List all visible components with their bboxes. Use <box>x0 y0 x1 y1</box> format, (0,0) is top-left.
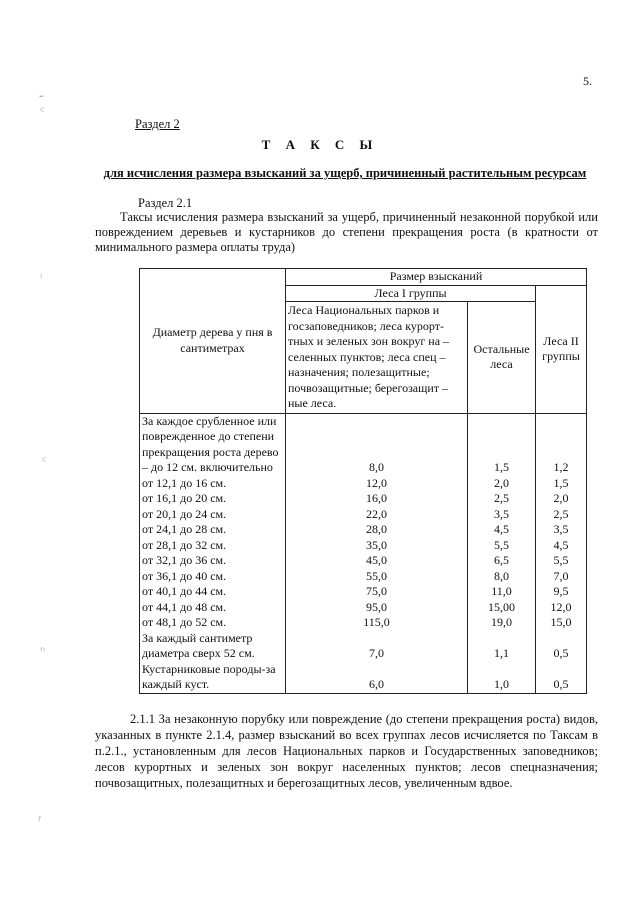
row-label: от 48,1 до 52 см. <box>140 615 286 631</box>
row-label: от 28,1 до 32 см. <box>140 538 286 554</box>
table-row <box>140 476 587 492</box>
national-parks-value: 8,0 <box>286 413 468 476</box>
margin-mark: ᶜ <box>42 455 47 470</box>
row-label: от 40,1 до 44 см. <box>140 584 286 600</box>
section-label: Раздел 2 <box>135 117 180 131</box>
table-row <box>140 553 587 569</box>
table-row <box>140 631 587 662</box>
other-forests-value: 1,0 <box>468 662 536 694</box>
group-2-value: 0,5 <box>536 631 587 662</box>
national-parks-value: 55,0 <box>286 569 468 585</box>
table-row <box>140 662 587 694</box>
group-2-value: 2,5 <box>536 507 587 523</box>
national-parks-value: 115,0 <box>286 615 468 631</box>
other-forests-value: 8,0 <box>468 569 536 585</box>
subsection-label: Раздел 2.1 <box>138 196 193 210</box>
row-label: от 20,1 до 24 см. <box>140 507 286 523</box>
header-penalty-size: Размер взысканий <box>286 269 587 286</box>
row-label: от 12,1 до 16 см. <box>140 476 286 492</box>
table-row <box>140 413 587 476</box>
row-label: Кустарниковые породы-за каждый куст. <box>140 662 286 694</box>
other-forests-value: 2,0 <box>468 476 536 492</box>
row-label: от 24,1 до 28 см. <box>140 522 286 538</box>
row-label: от 36,1 до 40 см. <box>140 569 286 585</box>
other-forests-value: 3,5 <box>468 507 536 523</box>
table-row <box>140 584 587 600</box>
margin-mark: ᶠ <box>38 815 42 830</box>
row-label: от 32,1 до 36 см. <box>140 553 286 569</box>
table-row <box>140 600 587 616</box>
header-group-1: Леса I группы <box>286 285 536 302</box>
national-parks-value: 95,0 <box>286 600 468 616</box>
other-forests-value: 5,5 <box>468 538 536 554</box>
header-national-parks: Леса Национальных парков и госзаповедников; леса курорт-тных и зеленых зон вокруг на – селенных пунктов; леса спец – назначения; полезащитные; почвозащитные; берегозащит – ные леса. <box>286 302 468 414</box>
header-group-2: Леса II группы <box>536 285 587 413</box>
table-body <box>140 413 587 693</box>
margin-mark: ⁱ <box>40 272 43 287</box>
other-forests-value: 1,1 <box>468 631 536 662</box>
table-row <box>140 522 587 538</box>
national-parks-value: 7,0 <box>286 631 468 662</box>
national-parks-value: 16,0 <box>286 491 468 507</box>
group-2-value: 0,5 <box>536 662 587 694</box>
row-label: от 16,1 до 20 см. <box>140 491 286 507</box>
national-parks-value: 6,0 <box>286 662 468 694</box>
other-forests-value: 11,0 <box>468 584 536 600</box>
intro-paragraph: Таксы исчисления размера взысканий за ущерб, причиненный незаконной порубкой или повреждением деревьев и кустарников до степени прекращения роста (в кратности от минимального размера оплаты труда) <box>95 210 598 254</box>
national-parks-value: 35,0 <box>286 538 468 554</box>
group-2-value: 1,5 <box>536 476 587 492</box>
row-label: За каждое срубленное или поврежденное до степени прекращения роста дерево – до 12 см. включительно <box>140 413 286 476</box>
row-label: За каждый сантиметр диаметра сверх 52 см. <box>140 631 286 662</box>
national-parks-value: 22,0 <box>286 507 468 523</box>
group-2-value: 5,5 <box>536 553 587 569</box>
group-2-value: 1,2 <box>536 413 587 476</box>
margin-mark: ⁃ <box>38 90 45 105</box>
header-diameter: Диаметр дерева у пня в сантиметрах <box>140 269 286 414</box>
other-forests-value: 4,5 <box>468 522 536 538</box>
group-2-value: 3,5 <box>536 522 587 538</box>
document-subtitle: для исчисления размера взысканий за ущерб, причиненный растительным ресурсам <box>103 166 587 180</box>
page-number: 5. <box>583 74 592 88</box>
closing-paragraph: 2.1.1 За незаконную порубку или повреждение (до степени прекращения роста) видов, указанных в пункте 2.1.4, размер взысканий во всех группах лесов исчисляется по Таксам в п.2.1., установленным для лесов Национальных парков и Государственных заповедников; лесов курортных и зеленых зон вокруг населенных пунктов; лесов спецназначения; почвозащитных, полезащитных и берегозащитных лесов, увеличенным вдвое. <box>95 712 598 790</box>
group-2-value: 9,5 <box>536 584 587 600</box>
group-2-value: 7,0 <box>536 569 587 585</box>
national-parks-value: 12,0 <box>286 476 468 492</box>
table-row <box>140 491 587 507</box>
table-row <box>140 615 587 631</box>
group-2-value: 4,5 <box>536 538 587 554</box>
header-other-forests: Остальные леса <box>468 302 536 414</box>
group-2-value: 15,0 <box>536 615 587 631</box>
national-parks-value: 75,0 <box>286 584 468 600</box>
table-row <box>140 569 587 585</box>
margin-mark: ⁿ <box>40 645 46 660</box>
damage-rates-table <box>139 268 587 694</box>
national-parks-value: 28,0 <box>286 522 468 538</box>
table-row <box>140 507 587 523</box>
other-forests-value: 15,00 <box>468 600 536 616</box>
other-forests-value: 6,5 <box>468 553 536 569</box>
group-2-value: 12,0 <box>536 600 587 616</box>
document-title: Т А К С Ы <box>261 137 379 152</box>
group-2-value: 2,0 <box>536 491 587 507</box>
row-label: от 44,1 до 48 см. <box>140 600 286 616</box>
other-forests-value: 1,5 <box>468 413 536 476</box>
other-forests-value: 19,0 <box>468 615 536 631</box>
table-row <box>140 538 587 554</box>
national-parks-value: 45,0 <box>286 553 468 569</box>
margin-mark: ᶜ <box>40 105 45 120</box>
other-forests-value: 2,5 <box>468 491 536 507</box>
